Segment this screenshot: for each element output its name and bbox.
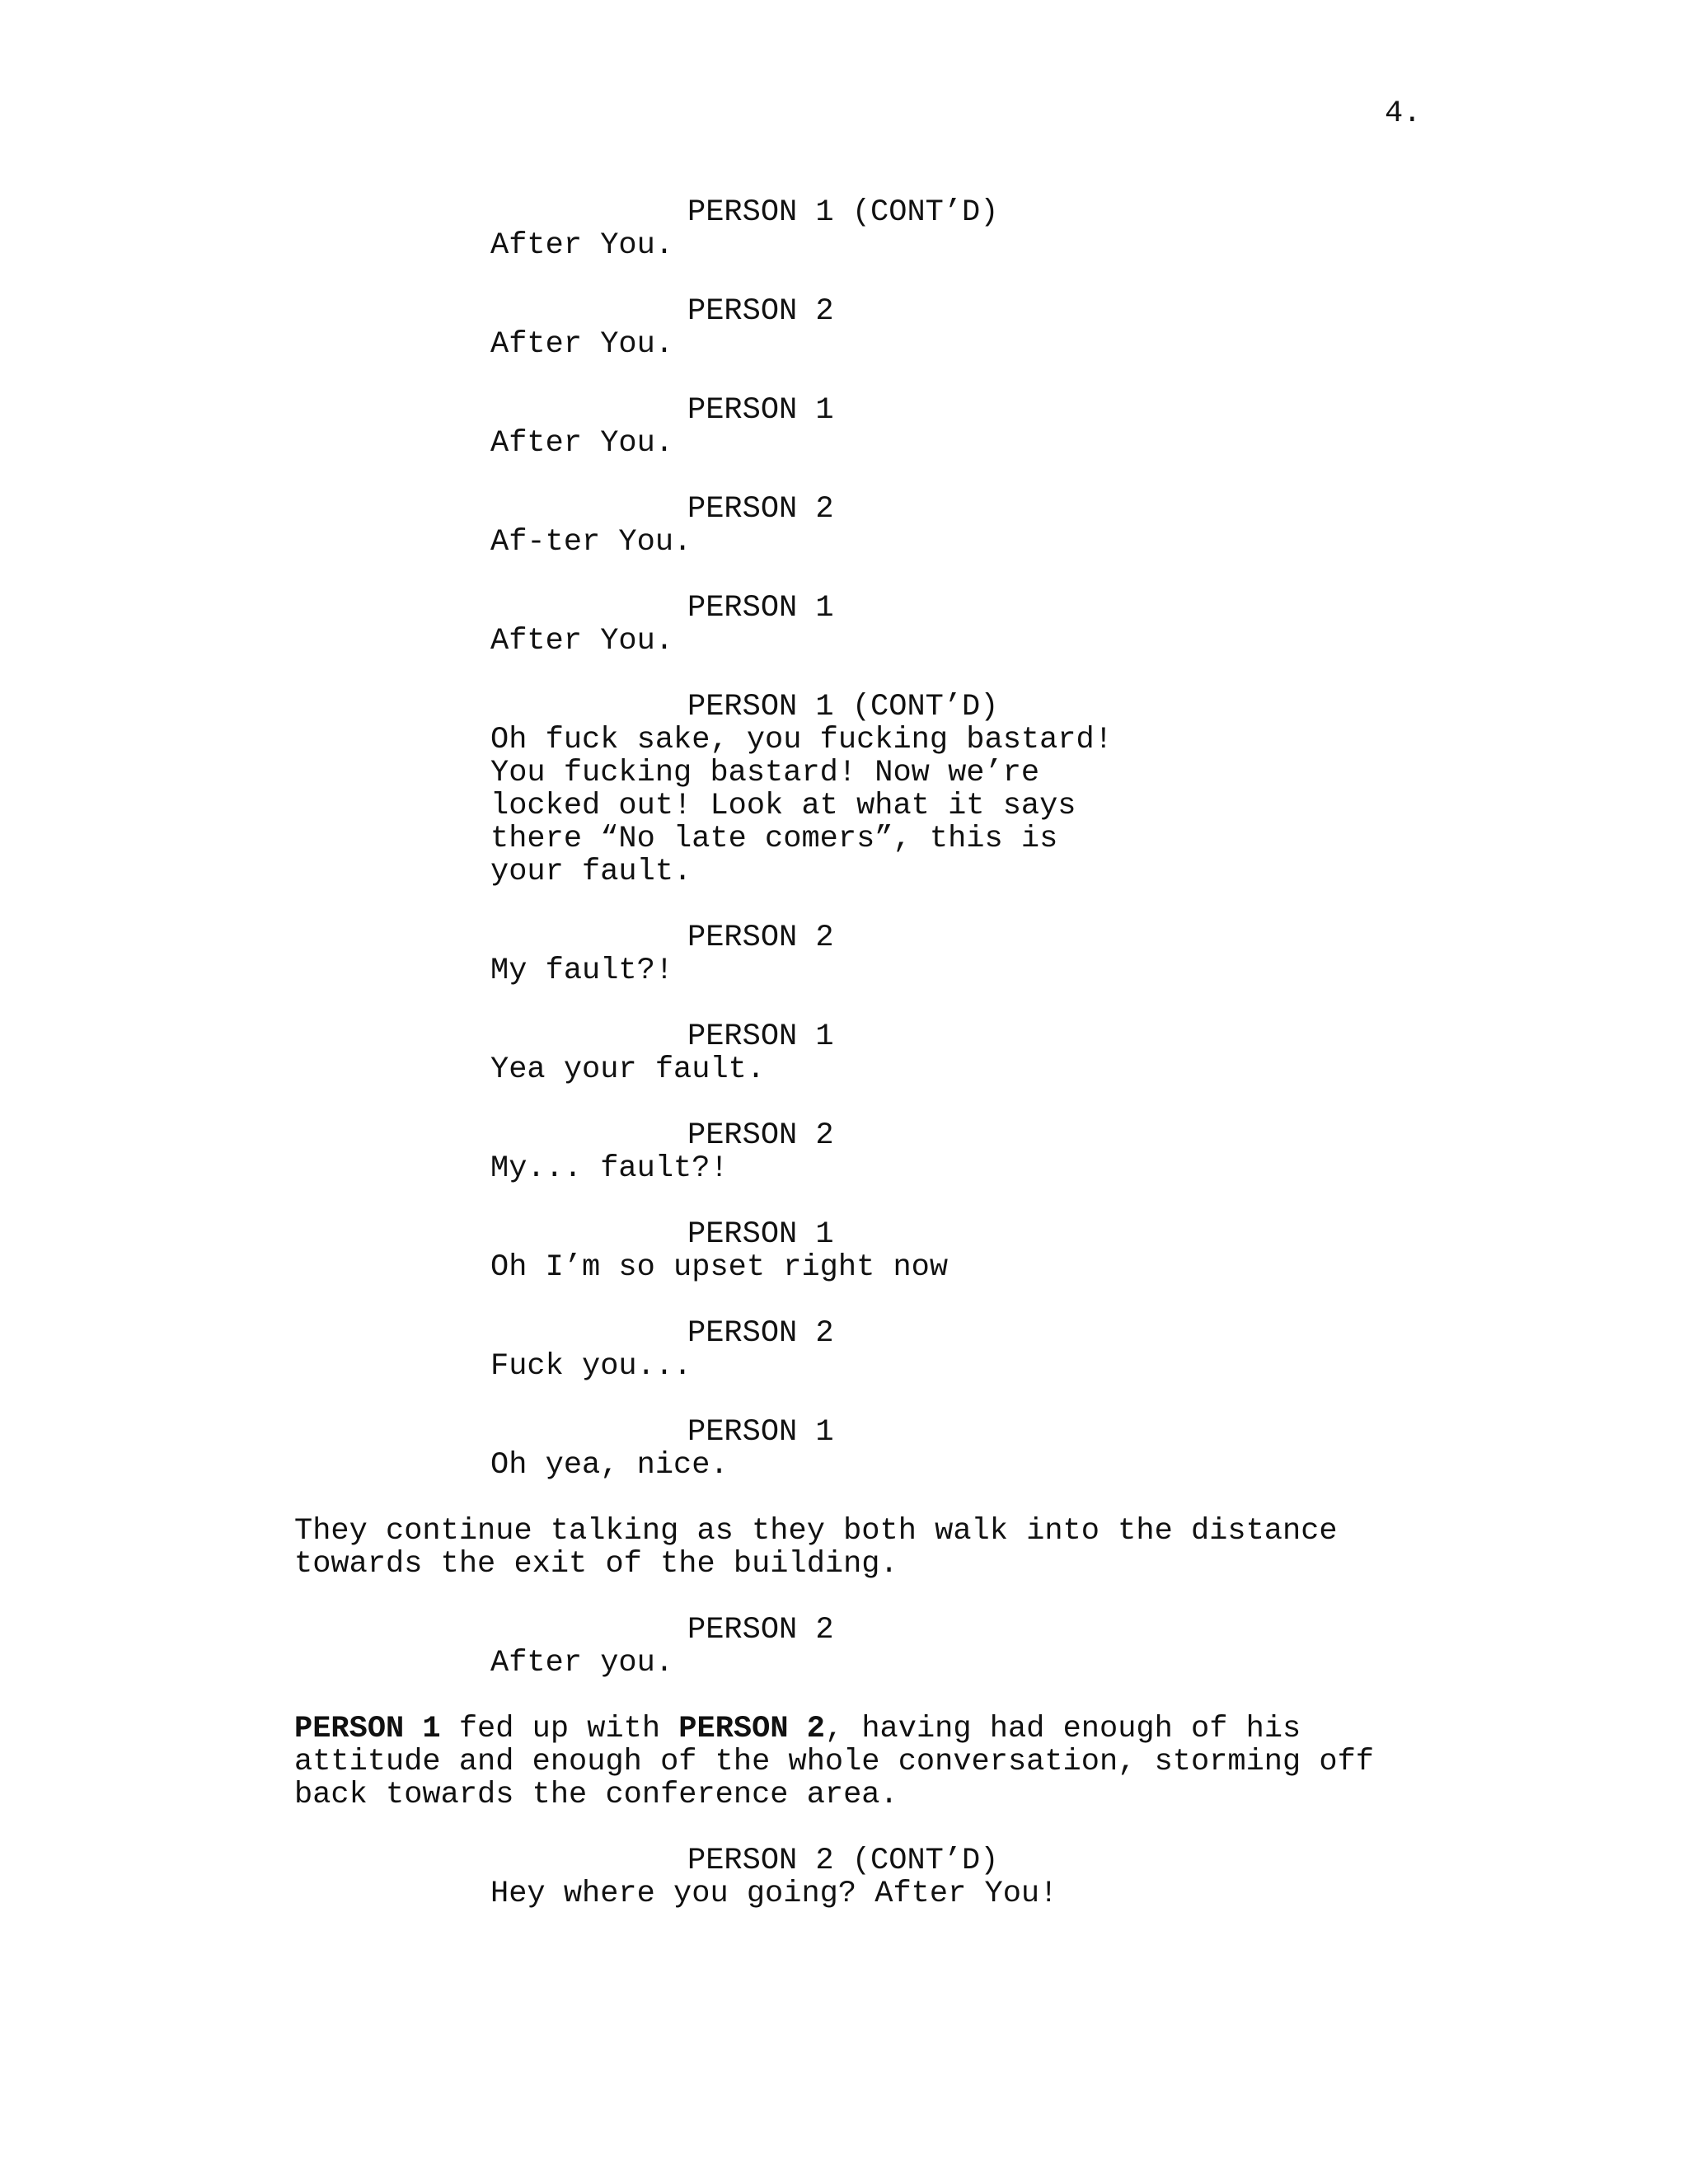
dialogue-line: After You. — [490, 327, 674, 362]
dialogue-line: After You. — [490, 624, 674, 658]
character-cue: PERSON 1 (CONT’D) — [687, 690, 999, 724]
dialogue-line: Hey where you going? After You! — [490, 1877, 1058, 1911]
character-cue: PERSON 2 — [687, 921, 834, 955]
dialogue-line: there “No late comers”, this is — [490, 822, 1058, 856]
action-line — [294, 1713, 1301, 1746]
dialogue-line: After You. — [490, 228, 674, 263]
character-cue: PERSON 1 — [687, 1019, 834, 1054]
dialogue-line: Fuck you... — [490, 1349, 692, 1384]
dialogue-line: After you. — [490, 1646, 674, 1680]
action-line: towards the exit of the building. — [294, 1547, 898, 1582]
dialogue-line: Oh I’m so upset right now — [490, 1250, 949, 1285]
character-cue: PERSON 1 — [687, 1415, 834, 1450]
character-cue: PERSON 2 — [687, 1613, 834, 1647]
action-text: , having had enough of his — [824, 1712, 1301, 1746]
dialogue-line: My fault?! — [490, 954, 674, 988]
character-name-bold: PERSON 1 — [294, 1712, 441, 1746]
dialogue-line: Oh fuck sake, you fucking bastard! — [490, 723, 1113, 757]
dialogue-line: My... fault?! — [490, 1151, 729, 1186]
character-name-bold: PERSON 2 — [678, 1712, 825, 1746]
page-number: 4. — [1385, 96, 1422, 131]
character-cue: PERSON 2 (CONT’D) — [687, 1844, 999, 1878]
dialogue-line: locked out! Look at what it says — [490, 789, 1076, 823]
dialogue-line: After You. — [490, 426, 674, 461]
character-cue: PERSON 2 — [687, 1316, 834, 1351]
action-text: fed up with — [440, 1712, 679, 1746]
character-cue: PERSON 2 — [687, 1118, 834, 1153]
action-line: back towards the conference area. — [294, 1778, 898, 1812]
character-cue: PERSON 1 — [687, 393, 834, 428]
dialogue-line: Yea your fault. — [490, 1052, 766, 1087]
dialogue-line: You fucking bastard! Now we’re — [490, 756, 1040, 790]
character-cue: PERSON 2 — [687, 294, 834, 329]
dialogue-line: Af-ter You. — [490, 525, 692, 560]
character-cue: PERSON 1 (CONT’D) — [687, 195, 999, 230]
dialogue-line: Oh yea, nice. — [490, 1448, 729, 1483]
action-line: They continue talking as they both walk into the distance — [294, 1514, 1338, 1549]
character-cue: PERSON 2 — [687, 492, 834, 527]
action-line: attitude and enough of the whole conversation, storming off — [294, 1745, 1375, 1779]
dialogue-line: your fault. — [490, 855, 692, 889]
character-cue: PERSON 1 — [687, 1217, 834, 1252]
character-cue: PERSON 1 — [687, 591, 834, 626]
